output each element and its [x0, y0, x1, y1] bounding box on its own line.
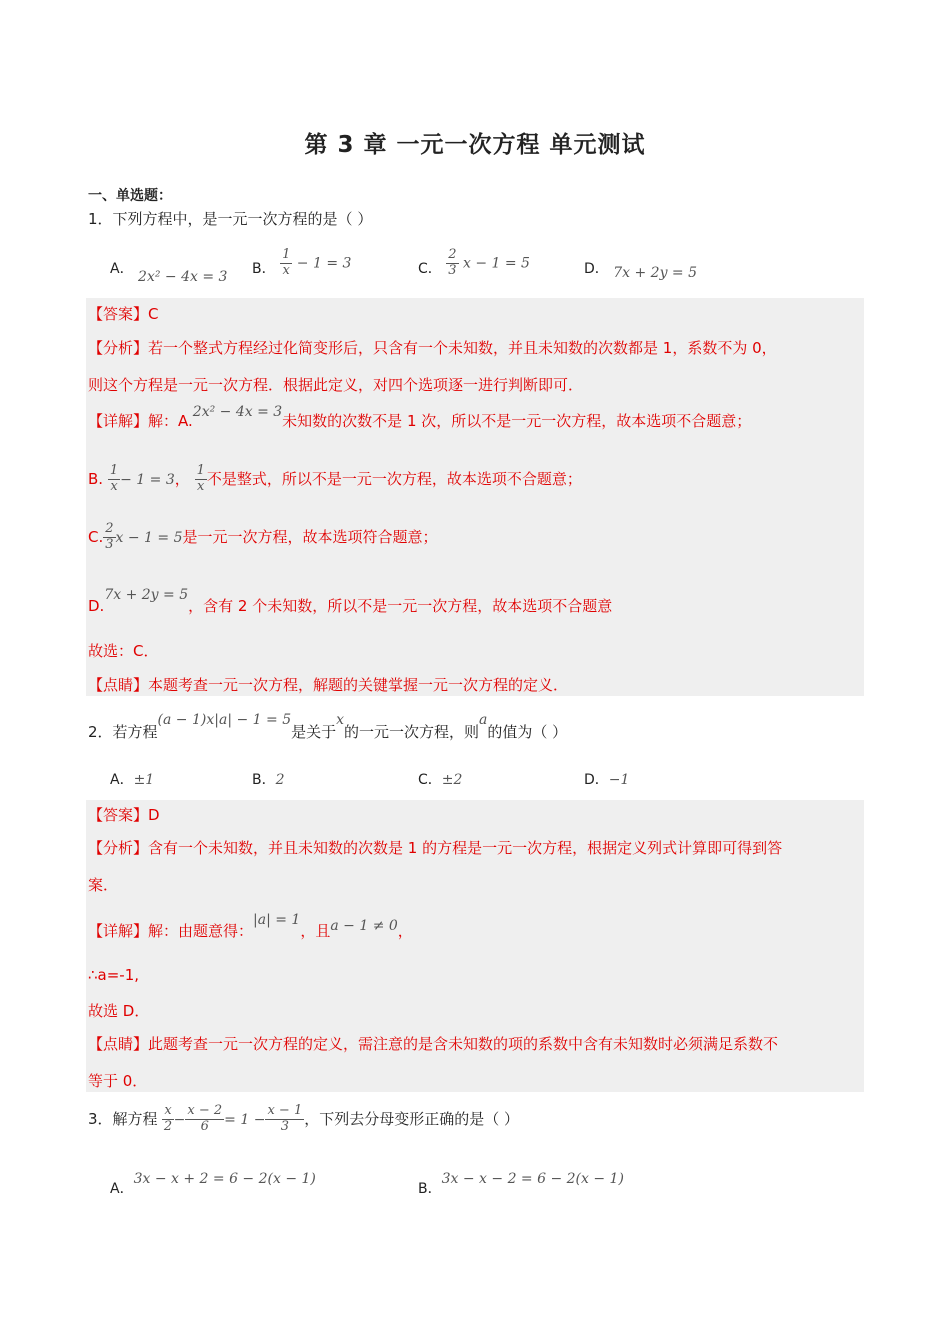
q1-detail-a-math: 2x² − 4x = 3 [192, 404, 283, 420]
section-heading: 一、单选题： [88, 188, 172, 204]
q1-detail-d-math: 7x + 2y = 5 [104, 587, 189, 603]
q2-option-b: B．2 [252, 772, 285, 788]
page-title: 第 3 章 一元一次方程 单元测试 [304, 132, 646, 158]
q2-detail-math2: a − 1 ≠ 0 [330, 918, 398, 934]
q1-analysis-line2: 则这个方程是一元一次方程．根据此定义，对四个选项逐一进行判断即可． [88, 376, 584, 394]
q2-option-c: C．±2 [418, 772, 463, 788]
q2-option-a: A．±1 [110, 772, 155, 788]
q1-option-b-rest: − 1 = 3 [296, 255, 352, 272]
q2-detail: 【详解】解：由题意得：|a| = 1，且a − 1 ≠ 0， [88, 912, 413, 940]
q2-choose: 故选 D． [88, 1002, 150, 1020]
q3-option-b: B．3x − x − 2 = 6 − 2(x − 1) [418, 1171, 624, 1197]
q1-option-c-rest: x − 1 = 5 [462, 255, 530, 272]
q2-option-d: D．−1 [584, 772, 630, 788]
q2-analysis-line1: 【分析】含有一个未知数，并且未知数的次数是 1 的方程是一元一次方程，根据定义列式计算即可得到答 [88, 839, 783, 857]
question-1-stem: 1．下列方程中，是一元一次方程的是（ ） [88, 210, 373, 228]
q2-analysis-line2: 案． [88, 876, 119, 894]
q2-comment-line2: 等于 0． [88, 1072, 148, 1090]
q1-detail-c: C. $\frac{2}{3}$ x − 1 = 5是一元一次方程，故本选项符合题意； [88, 521, 438, 552]
q1-option-d-math: 7x + 2y = 5 [613, 265, 698, 281]
question-3-stem: 3．解方程 $\frac{x}{2}$ − $\frac{x - 2}{6}$ = 1 − $\frac{x - 1}{3}$ ，下列去分母变形正确的是（ ） [88, 1103, 519, 1134]
q2-answer: 【答案】D [88, 806, 160, 824]
option-label: A． [110, 261, 134, 277]
q2-comment-line1: 【点睛】此题考查一元一次方程的定义，需注意的是含未知数的项的系数中含有未知数时必须满足系数不 [88, 1035, 779, 1053]
q2-detail-math1: |a| = 1 [253, 912, 301, 928]
q1-option-a-math: 2x² − 4x = 3 [138, 269, 228, 285]
q1-option-a [110, 258, 228, 285]
question-2-stem: 2．若方程(a − 1)x|a| − 1 = 5是关于x的一元一次方程，则a的值为（ ） [88, 712, 568, 741]
q1-detail-d: D.7x + 2y = 5，含有 2 个未知数，所以不是一元一次方程，故本选项不合题意 [88, 587, 613, 615]
q1-option-b-fraction: $\frac{1}{x}$ [282, 247, 291, 278]
q2-equation: (a − 1)x|a| − 1 = 5 [157, 712, 292, 728]
q1-option-c [418, 248, 530, 279]
option-label: B． [252, 261, 276, 278]
q1-analysis-line1: 【分析】若一个整式方程经过化简变形后，只含有一个未知数，并且未知数的次数都是 1，系数不为 0， [88, 339, 777, 357]
q1-option-c-fraction: $\frac{2}{3}$ [448, 247, 457, 278]
q1-detail-b: B. $\frac{1}{x}$ − 1 = 3， $\frac{1}{x}$ 不是整式，所以不是一元一次方程，故本选项不合题意； [88, 463, 582, 494]
q1-option-b [252, 248, 351, 279]
option-label: D． [584, 261, 609, 277]
q1-detail-a: 【详解】解：A.2x² − 4x = 3未知数的次数不是 1 次，所以不是一元一次方程，故本选项不合题意； [88, 404, 752, 430]
q1-answer: 【答案】C [88, 305, 159, 323]
option-label: C． [418, 261, 442, 278]
q1-option-d [584, 258, 698, 281]
q1-choose: 故选：C． [88, 642, 159, 660]
q1-comment: 【点睛】本题考查一元一次方程，解题的关键掌握一元一次方程的定义． [88, 676, 569, 694]
q2-therefore: ∴a=-1, [88, 966, 140, 984]
q3-option-a: A．3x − x + 2 = 6 − 2(x − 1) [110, 1171, 316, 1197]
